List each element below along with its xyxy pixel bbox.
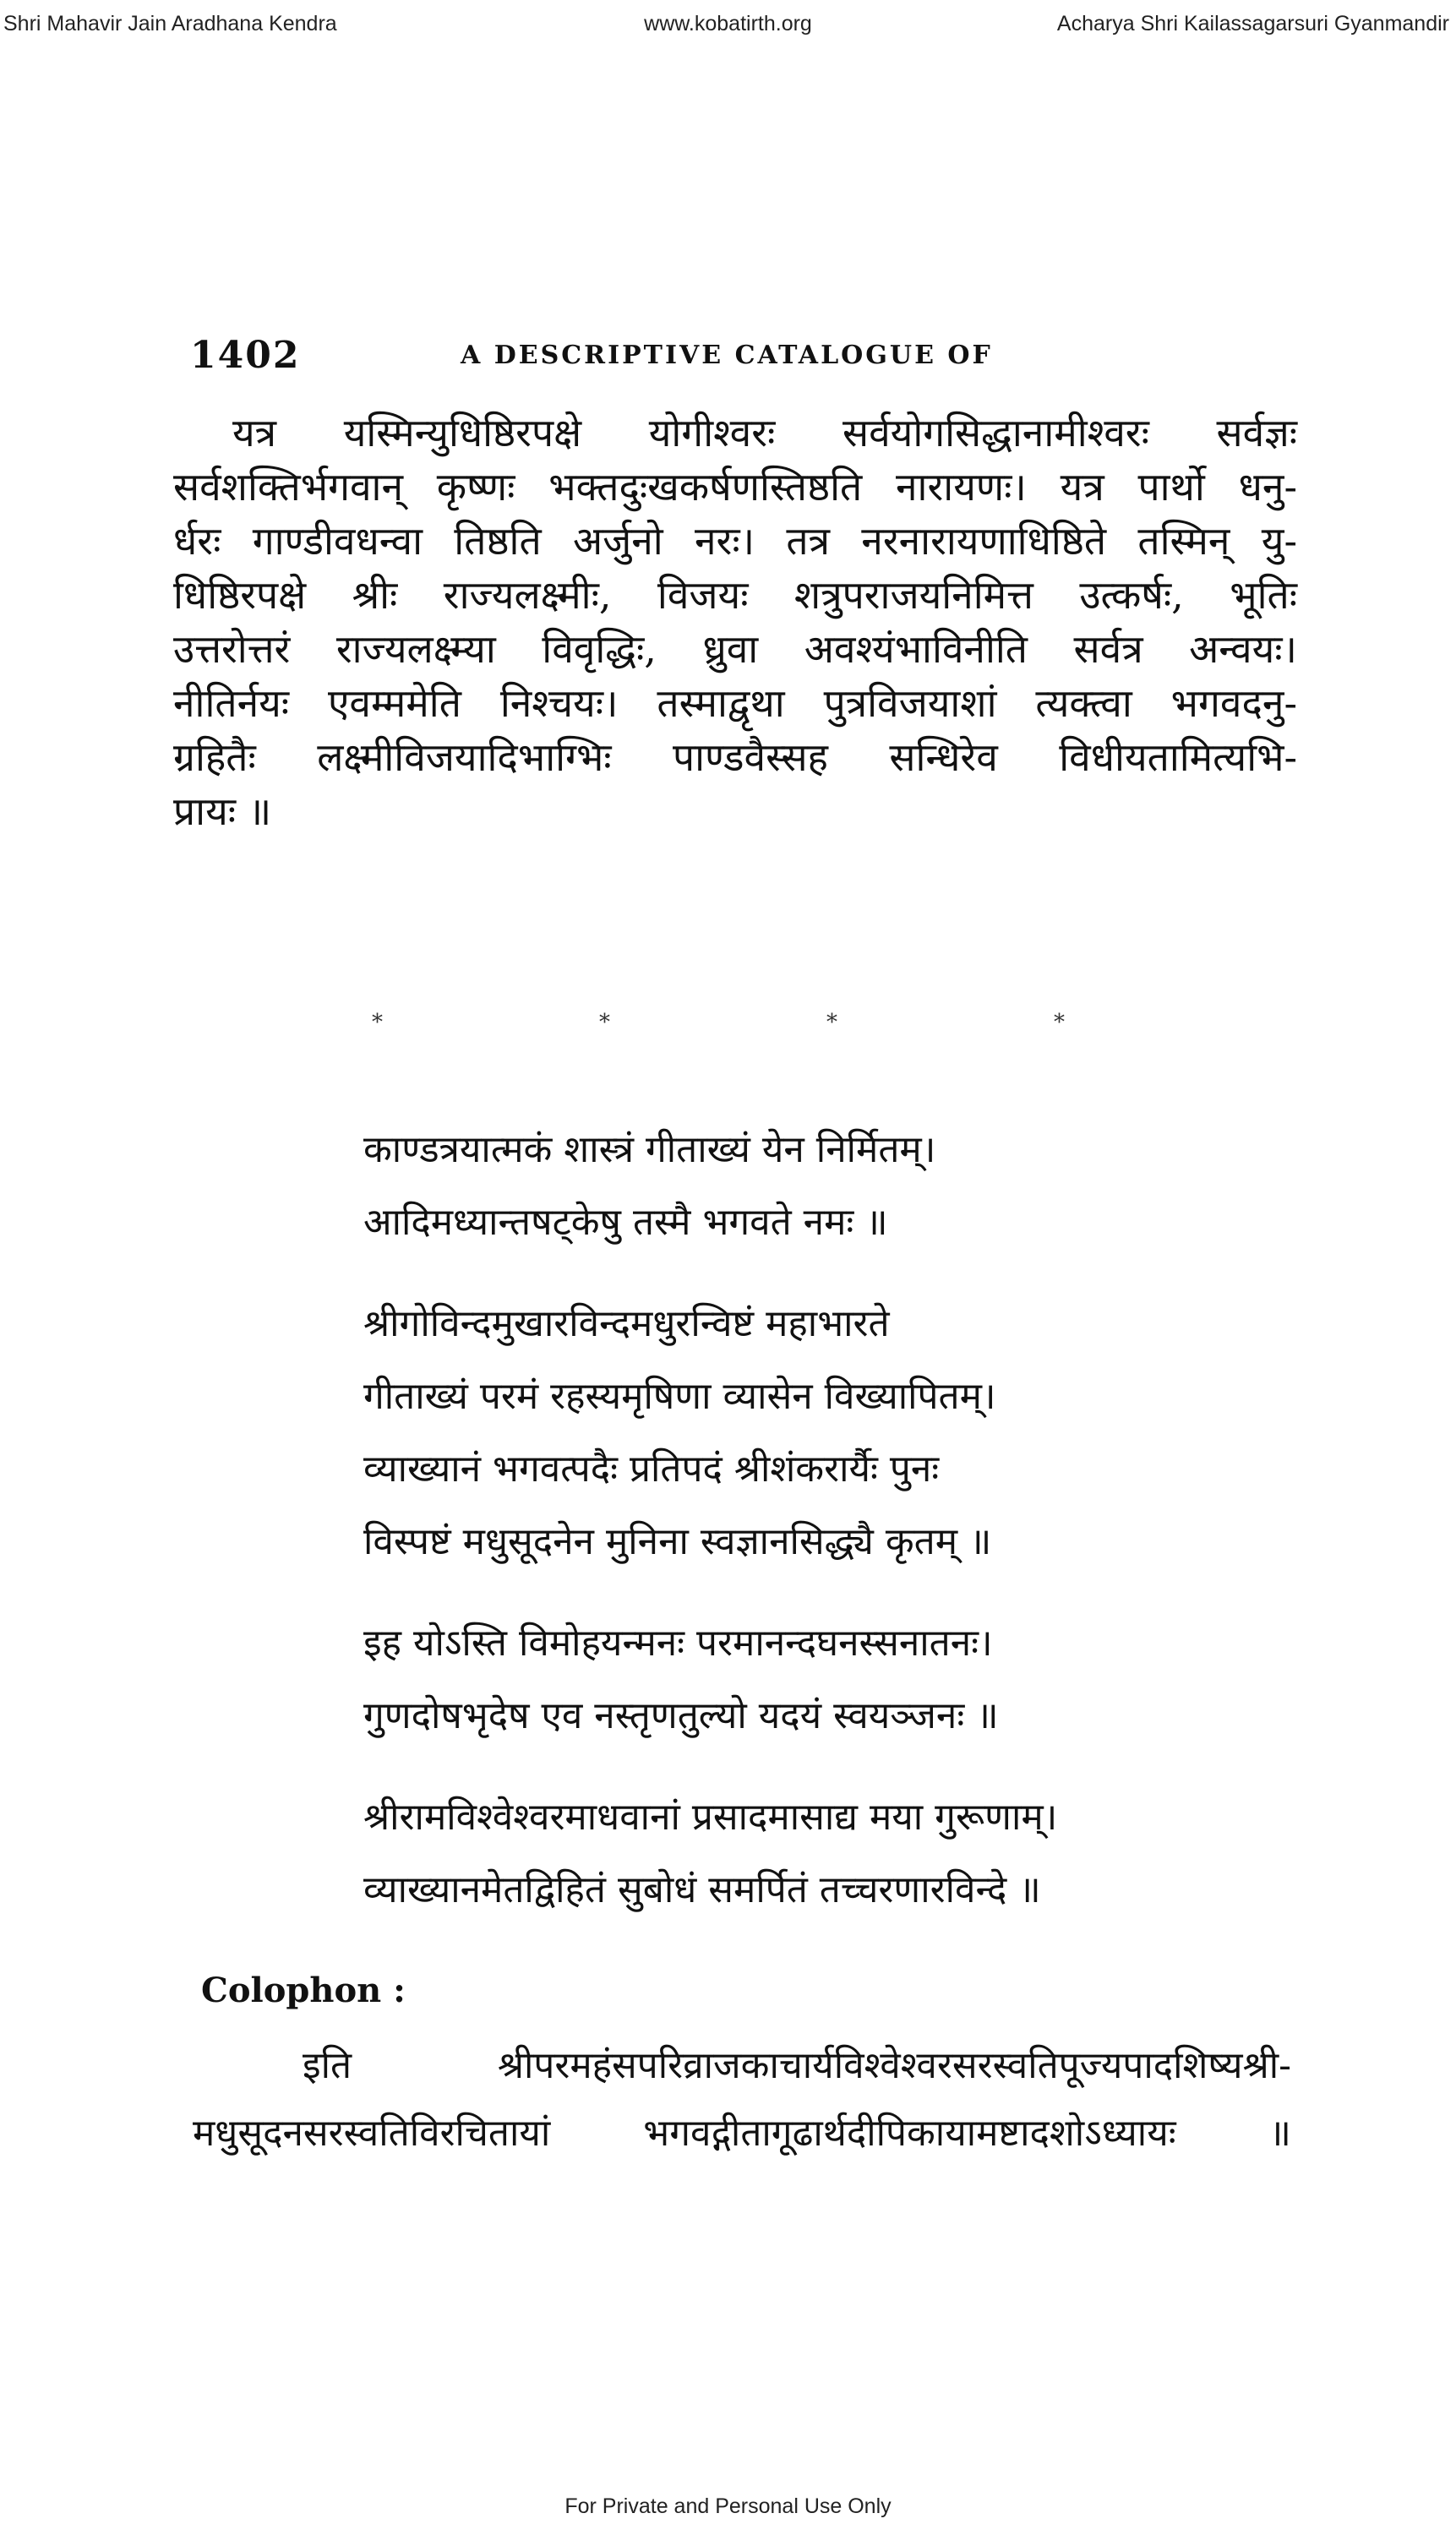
verse-line: गुणदोषभृदेष एव नस्तृणतुल्यो यदयं स्वयञ्जनः ॥ [363,1694,999,1737]
colophon-line: मधुसूदनसरस्वतिविरचितायां भगवद्गीतागूढार्थदीपिकायामष्टादशोऽध्यायः ॥ [193,2112,1291,2155]
verse-line: गीताख्यं परमं रहस्यमृषिणा व्यासेन विख्यापितम्। [363,1375,996,1418]
verse-line: श्रीरामविश्वेश्वरमाधवानां प्रसादमासाद्य मया गुरूणाम्। [363,1796,1058,1839]
closing-verses [363,1114,1208,1955]
verse-line: इह योऽस्ति विमोहयन्मनः परमानन्दघनस्सनातनः। [363,1622,993,1665]
separator-star: * [599,1010,610,1035]
verse [363,1288,1208,1578]
verse-line: आदिमध्यान्तषट्केषु तस्मै भगवते नमः ॥ [363,1201,888,1244]
commentary-paragraph [173,406,1297,838]
verse-line: श्रीगोविन्दमुखारविन्दमधुरन्विष्टं महाभारते [363,1302,890,1345]
verse [363,1607,1208,1753]
site-footer: For Private and Personal Use Only [564,2494,892,2518]
running-head [190,334,1289,384]
verse [363,1781,1208,1927]
separator-star: * [1054,1010,1065,1035]
site-header [0,12,1456,46]
commentary-line: नीतिर्नयः एवम्ममेति निश्चयः। तस्माद्वृथा पुत्रविजयाशां त्यक्त्वा भगवदनु- [173,680,1297,726]
header-right-text: Acharya Shri Kailassagarsuri Gyanmandir [1056,12,1449,35]
header-website-text: www.kobatirth.org [644,12,812,35]
page-number: 1402 [190,334,301,377]
commentary-line: सर्वशक्तिर्भगवान् कृष्णः भक्तदुःखकर्षणस्तिष्ठति नारायणः। यत्र पार्थो धनु- [173,464,1297,510]
commentary-line: उत्तरोत्तरं राज्यलक्ष्म्या विवृद्धिः, ध्रुवा अवश्यंभाविनीति सर्वत्र अन्वयः। [173,626,1297,672]
colophon-text [193,2032,1291,2167]
commentary-line: ग्रहितैः लक्ष्मीविजयादिभाग्भिः पाण्डवैस्सह सन्धिरेव विधीयतामित्यभि- [173,734,1297,780]
verse [363,1114,1208,1259]
catalogue-title: A DESCRIPTIVE CATALOGUE OF [461,341,993,370]
colophon-line: इति श्रीपरमहंसपरिव्राजकाचार्यविश्वेश्वरसरस्वतिपूज्यपादशिष्यश्री- [303,2044,1291,2087]
header-left-text: Shri Mahavir Jain Aradhana Kendra [3,12,337,35]
separator-star: * [826,1010,837,1035]
colophon-heading: Colophon : [201,1971,406,2010]
commentary-line: र्धरः गाण्डीवधन्वा तिष्ठति अर्जुनो नरः। तत्र नरनारायणाधिष्ठिते तस्मिन् यु- [173,518,1297,564]
commentary-line: प्रायः ॥ [173,788,272,834]
verse-line: काण्डत्रयात्मकं शास्त्रं गीताख्यं येन निर्मितम्। [363,1128,936,1171]
commentary-line: धिष्ठिरपक्षे श्रीः राज्यलक्ष्मीः, विजयः शत्रुपराजयनिमित्त उत्कर्षः, भूतिः [173,572,1297,618]
verse-line: व्याख्यानं भगवत्पदैः प्रतिपदं श्रीशंकरार्यैः पुनः [363,1447,940,1491]
section-separator [372,1010,1065,1044]
separator-star: * [372,1010,383,1035]
verse-line: व्याख्यानमेतद्विहितं सुबोधं समर्पितं तच्चरणारविन्दे ॥ [363,1868,1041,1911]
verse-line: विस्पष्टं मधुसूदनेन मुनिना स्वज्ञानसिद्ध्यै कृतम् ॥ [363,1520,992,1563]
commentary-line: यत्र यस्मिन्युधिष्ठिरपक्षे योगीश्वरः सर्वयोगसिद्धानामीश्वरः सर्वज्ञः [232,410,1297,455]
